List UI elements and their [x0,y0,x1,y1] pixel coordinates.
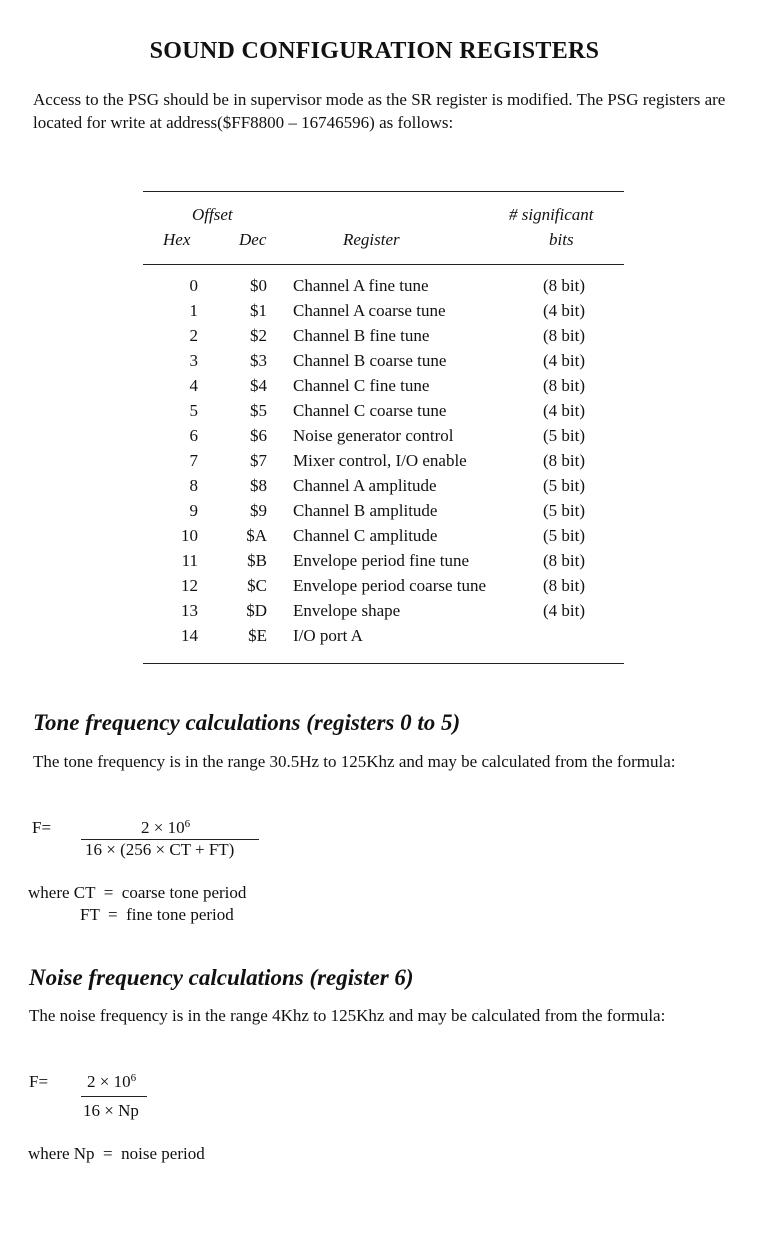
tone-numerator [141,818,190,838]
row-register: Channel C amplitude [293,526,438,545]
row-bits: (8 bit) [543,276,586,295]
row-bits: (8 bit) [543,451,586,470]
row-bits: (8 bit) [543,551,586,570]
row-dec: $6 [250,426,267,445]
row-dec: $5 [250,401,267,420]
row-dec: $9 [250,501,267,520]
tone-f-label: F= [32,818,52,837]
noise-denominator: 16 × Np [83,1101,139,1120]
row-hex: 9 [189,501,198,520]
noise-where-np: where Np = noise period [28,1144,205,1163]
table-row [0,276,761,301]
row-dec: $2 [250,326,267,345]
noise-numerator-exp: 6 [130,1072,137,1084]
header-significant: # significant [509,205,594,224]
row-hex: 11 [181,551,198,570]
intro-paragraph: Access to the PSG should be in supervisor mode as the SR register is modified. The PSG registers are located for write at address($FF8800 – 16746596) as follows: [33,90,726,132]
row-bits: (5 bit) [543,426,586,445]
header-bits: bits [549,230,574,249]
row-dec: $0 [250,276,267,295]
table-row [0,551,761,576]
row-hex: 4 [189,376,198,395]
table-header-rule [143,264,624,265]
tone-where-ft: FT = fine tone period [80,905,234,924]
register-table [0,276,761,651]
row-bits: (8 bit) [543,376,586,395]
table-row [0,301,761,326]
noise-heading: Noise frequency calculations (register 6) [29,965,414,990]
table-row [0,601,761,626]
tone-heading: Tone frequency calculations (registers 0 to 5) [33,710,461,735]
row-hex: 6 [189,426,198,445]
row-register: Channel C coarse tune [293,401,447,420]
row-hex: 0 [189,276,198,295]
table-row [0,526,761,551]
table-row [0,476,761,501]
row-dec: $A [246,526,267,545]
row-bits: (5 bit) [543,526,586,545]
row-register: Channel B amplitude [293,501,438,520]
row-register: Channel A coarse tune [293,301,446,320]
row-hex: 3 [189,351,198,370]
row-register: Envelope period coarse tune [293,576,487,595]
row-hex: 12 [181,576,198,595]
row-register: I/O port A [293,626,363,645]
header-dec: Dec [239,230,267,249]
page-title: SOUND CONFIGURATION REGISTERS [149,38,600,64]
row-hex: 8 [189,476,198,495]
header-hex: Hex [163,230,191,249]
table-top-rule [143,191,624,192]
table-row [0,626,761,651]
table-row [0,326,761,351]
table-bottom-rule [143,663,624,664]
noise-f-label: F= [29,1072,49,1091]
table-row [0,401,761,426]
tone-paragraph: The tone frequency is in the range 30.5Hz to 125Khz and may be calculated from the formula: [33,752,676,771]
row-hex: 5 [189,401,198,420]
header-register: Register [343,230,400,249]
row-hex: 13 [181,601,198,620]
tone-where-ct: where CT = coarse tone period [28,883,247,902]
row-bits: (5 bit) [543,476,586,495]
row-dec: $7 [250,451,267,470]
row-bits: (5 bit) [543,501,586,520]
row-register: Channel B coarse tune [293,351,447,370]
tone-denominator: 16 × (256 × CT + FT) [85,840,235,859]
row-register: Envelope shape [293,601,401,620]
row-register: Channel C fine tune [293,376,430,395]
noise-fraction-bar [81,1096,147,1097]
row-hex: 10 [181,526,198,545]
noise-numerator [87,1072,136,1092]
row-register: Channel A amplitude [293,476,437,495]
row-register: Envelope period fine tune [293,551,470,570]
table-row [0,426,761,451]
row-bits: (4 bit) [543,301,586,320]
row-register: Channel A fine tune [293,276,429,295]
row-hex: 7 [189,451,198,470]
row-dec: $B [247,551,267,570]
row-dec: $1 [250,301,267,320]
noise-numerator-base: 2 × 10 [87,1072,131,1091]
row-dec: $C [247,576,267,595]
noise-paragraph: The noise frequency is in the range 4Khz to 125Khz and may be calculated from the formula: [29,1006,666,1025]
row-dec: $3 [250,351,267,370]
header-offset: Offset [192,205,233,224]
table-row [0,376,761,401]
row-bits: (8 bit) [543,576,586,595]
row-hex: 2 [189,326,198,345]
row-bits: (4 bit) [543,351,586,370]
row-dec: $E [248,626,267,645]
table-row [0,451,761,476]
table-row [0,351,761,376]
tone-numerator-exp: 6 [184,818,191,830]
table-row [0,501,761,526]
row-hex: 1 [189,301,198,320]
row-dec: $D [246,601,267,620]
row-bits: (4 bit) [543,401,586,420]
table-row [0,576,761,601]
row-register: Mixer control, I/O enable [293,451,467,470]
row-bits: (4 bit) [543,601,586,620]
row-dec: $4 [250,376,267,395]
tone-numerator-base: 2 × 10 [141,818,185,837]
row-register: Noise generator control [293,426,454,445]
row-register: Channel B fine tune [293,326,430,345]
row-hex: 14 [181,626,198,645]
row-bits: (8 bit) [543,326,586,345]
row-dec: $8 [250,476,267,495]
